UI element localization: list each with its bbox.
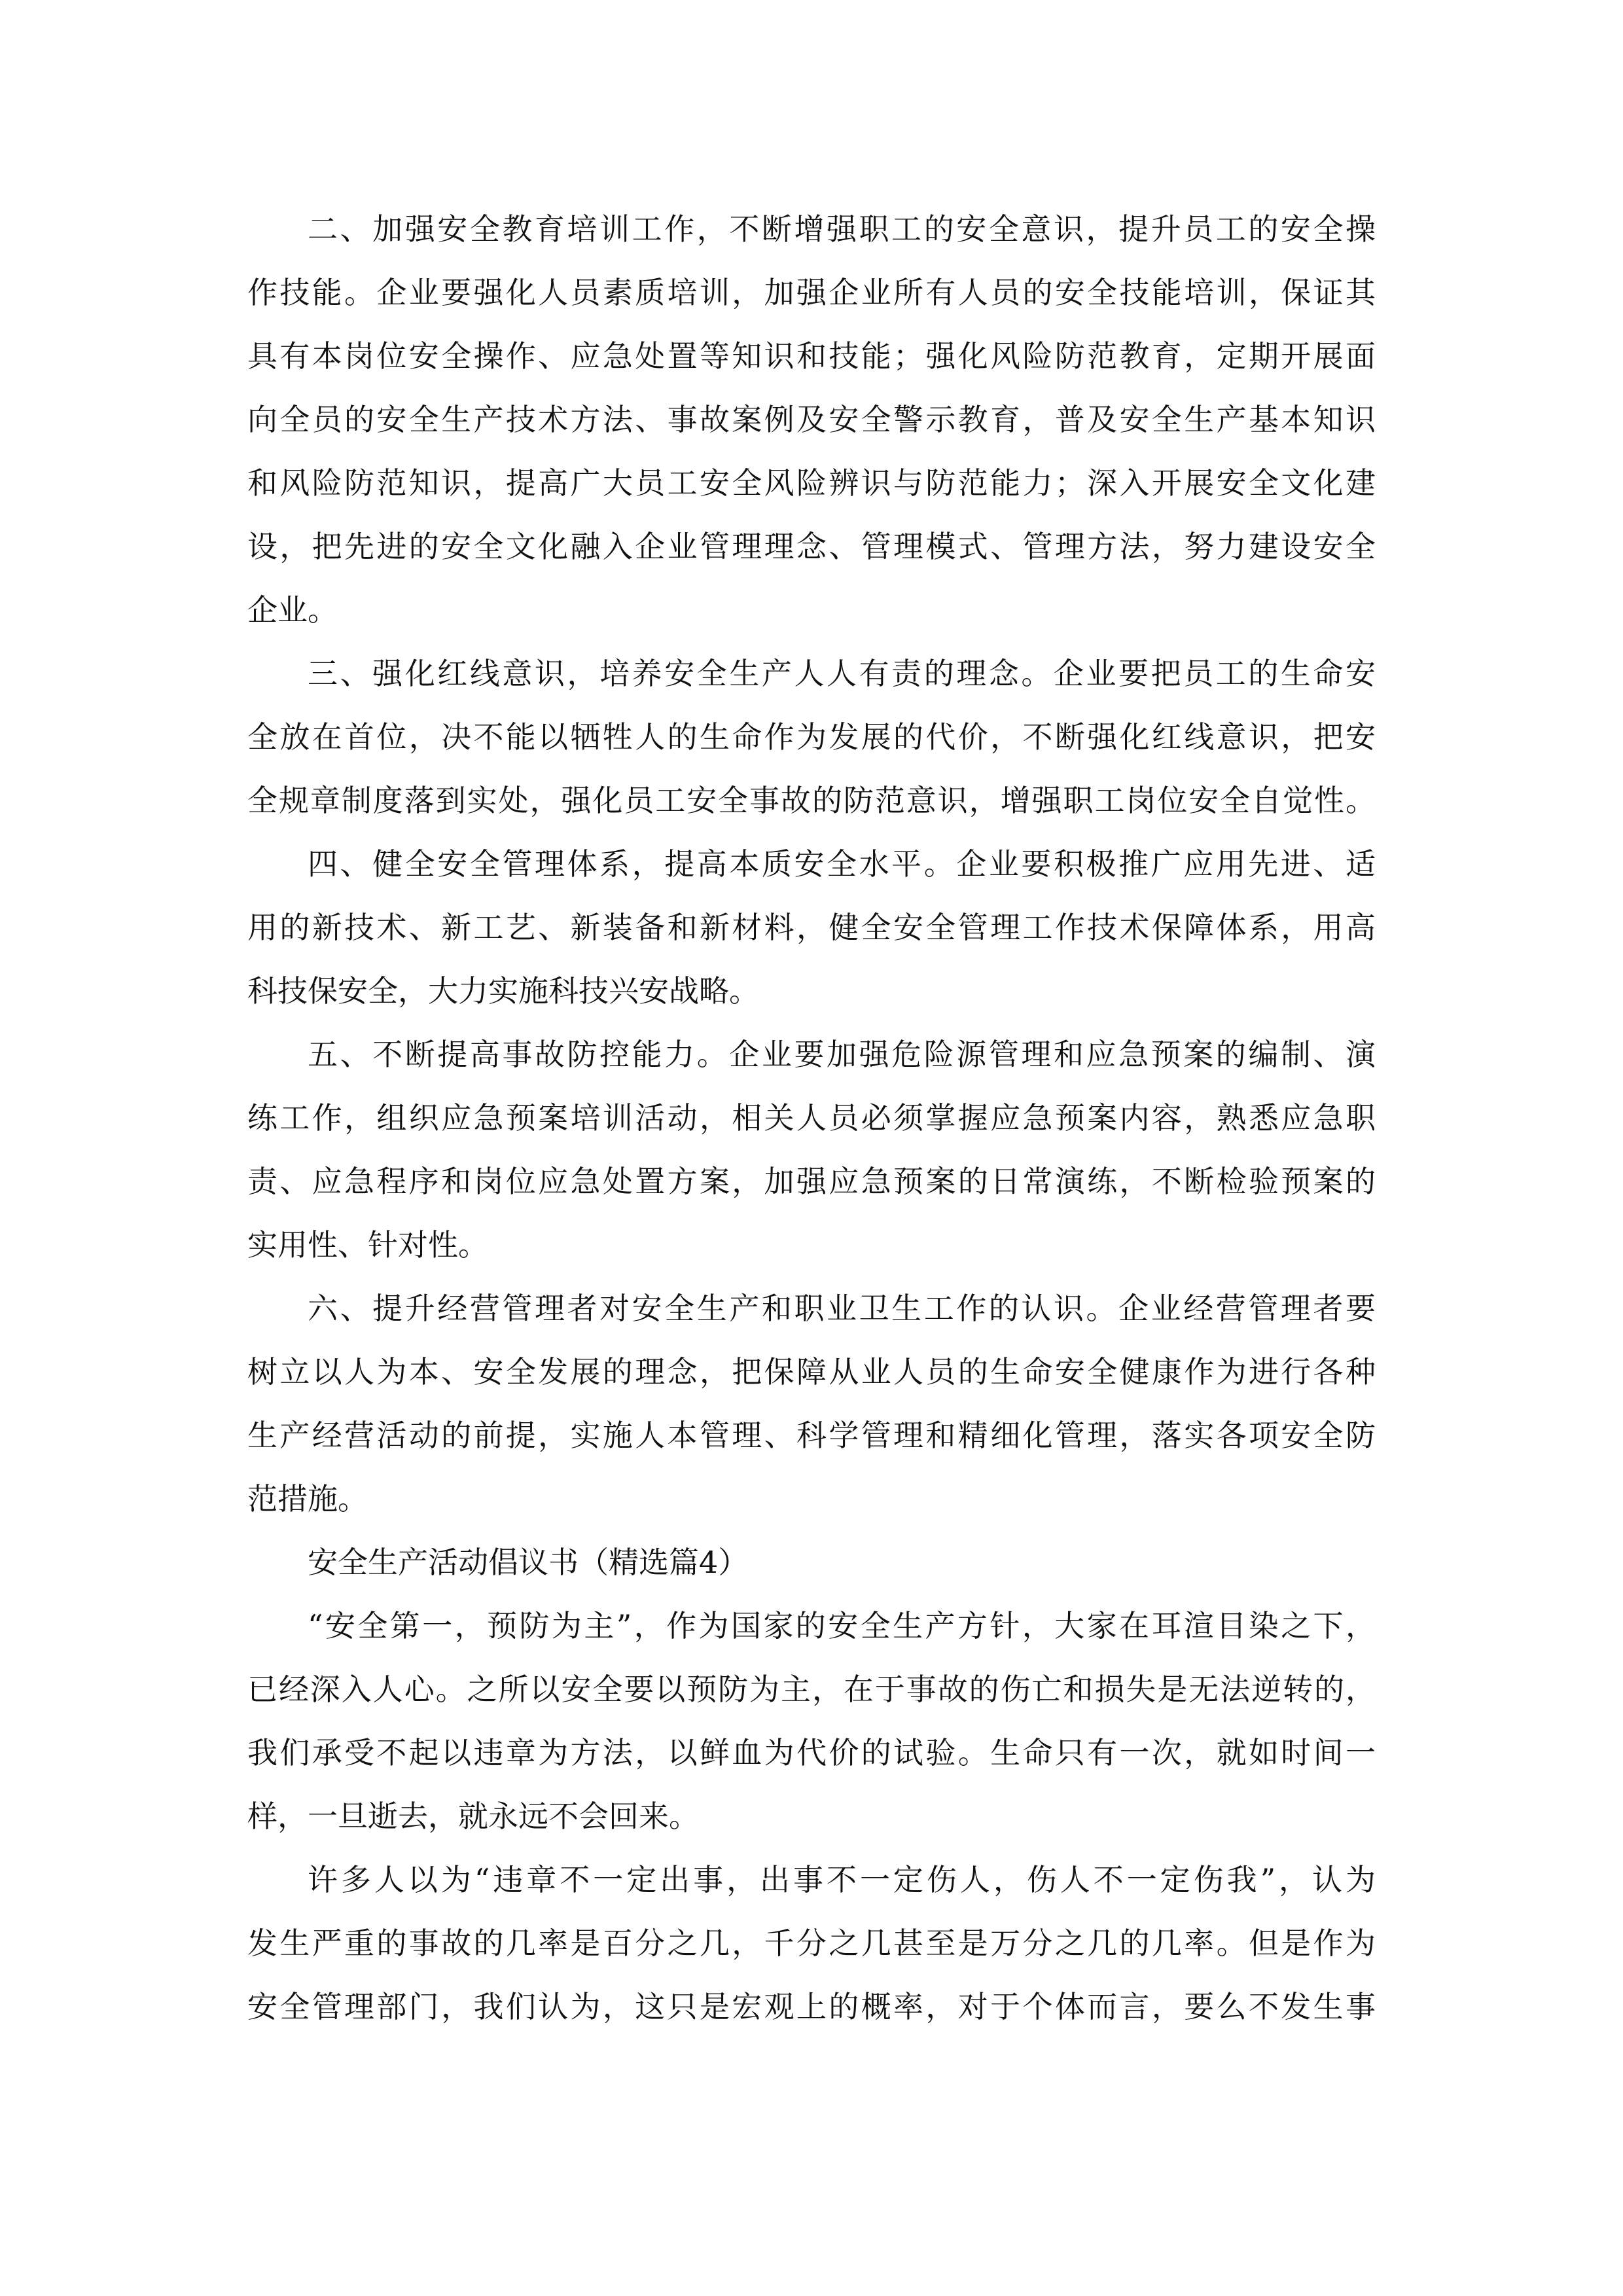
section-3	[247, 642, 1376, 833]
text-line: 五、不断提高事故防控能力。企业要加强危险源管理和应急预案的编制、演	[308, 1037, 1376, 1072]
section-5	[247, 1023, 1376, 1277]
text-line: 和风险防范知识，提高广大员工安全风险辨识与防范能力；深入开展安全文化建	[247, 465, 1376, 501]
text-line: 样，一旦逝去，就永远不会回来。	[247, 1799, 699, 1834]
text-line: 用的新技术、新工艺、新装备和新材料，健全安全管理工作技术保障体系，用高	[247, 910, 1376, 945]
text-line: 六、提升经营管理者对安全生产和职业卫生工作的认识。企业经营管理者要	[308, 1291, 1376, 1326]
text-line: 许多人以为“违章不一定出事，出事不一定伤人，伤人不一定伤我”，认为	[308, 1862, 1376, 1897]
text-line: 生产经营活动的前提，实施人本管理、科学管理和精细化管理，落实各项安全防	[247, 1418, 1376, 1453]
section-2	[247, 198, 1376, 642]
text-line: 作技能。企业要强化人员素质培训，加强企业所有人员的安全技能培训，保证其	[247, 275, 1376, 310]
text-line: 练工作，组织应急预案培训活动，相关人员必须掌握应急预案内容，熟悉应急职	[247, 1100, 1376, 1136]
text-line: 安全生产活动倡议书（精选篇4）	[308, 1545, 749, 1580]
text-line: 向全员的安全生产技术方法、事故案例及安全警示教育，普及安全生产基本知识	[247, 402, 1376, 437]
document-page	[247, 198, 1376, 2039]
text-line: 发生严重的事故的几率是百分之几，千分之几甚至是万分之几的几率。但是作为	[247, 1926, 1376, 1961]
text-line: 安全管理部门，我们认为，这只是宏观上的概率，对于个体而言，要么不发生事	[247, 1989, 1376, 2024]
article-title	[247, 1531, 1376, 1594]
text-line: 三、强化红线意识，培养安全生产人人有责的理念。企业要把员工的生命安	[308, 656, 1376, 691]
text-line: “安全第一，预防为主”，作为国家的安全生产方针，大家在耳渲目染之下，	[308, 1608, 1376, 1643]
text-line: 科技保安全，大力实施科技兴安战略。	[247, 973, 759, 1009]
text-line: 树立以人为本、安全发展的理念，把保障从业人员的生命安全健康作为进行各种	[247, 1354, 1376, 1390]
text-line: 我们承受不起以违章为方法，以鲜血为代价的试验。生命只有一次，就如时间一	[247, 1735, 1376, 1770]
section-6	[247, 1277, 1376, 1531]
article-paragraph-2	[247, 1848, 1376, 2039]
text-line: 企业。	[247, 592, 338, 628]
text-line: 具有本岗位安全操作、应急处置等知识和技能；强化风险防范教育，定期开展面	[247, 338, 1376, 374]
text-line: 范措施。	[247, 1481, 368, 1516]
text-line: 二、加强安全教育培训工作，不断增强职工的安全意识，提升员工的安全操	[308, 211, 1376, 247]
text-line: 设，把先进的安全文化融入企业管理理念、管理模式、管理方法，努力建设安全	[247, 529, 1376, 564]
section-4	[247, 833, 1376, 1023]
text-line: 全规章制度落到实处，强化员工安全事故的防范意识，增强职工岗位安全自觉性。	[247, 783, 1376, 818]
text-line: 责、应急程序和岗位应急处置方案，加强应急预案的日常演练，不断检验预案的	[247, 1164, 1376, 1199]
article-paragraph-1	[247, 1594, 1376, 1848]
text-line: 实用性、针对性。	[247, 1227, 488, 1263]
text-line: 已经深入人心。之所以安全要以预防为主，在于事故的伤亡和损失是无法逆转的，	[247, 1672, 1376, 1707]
text-line: 四、健全安全管理体系，提高本质安全水平。企业要积极推广应用先进、适	[308, 846, 1376, 882]
text-line: 全放在首位，决不能以牺牲人的生命作为发展的代价，不断强化红线意识，把安	[247, 719, 1376, 755]
